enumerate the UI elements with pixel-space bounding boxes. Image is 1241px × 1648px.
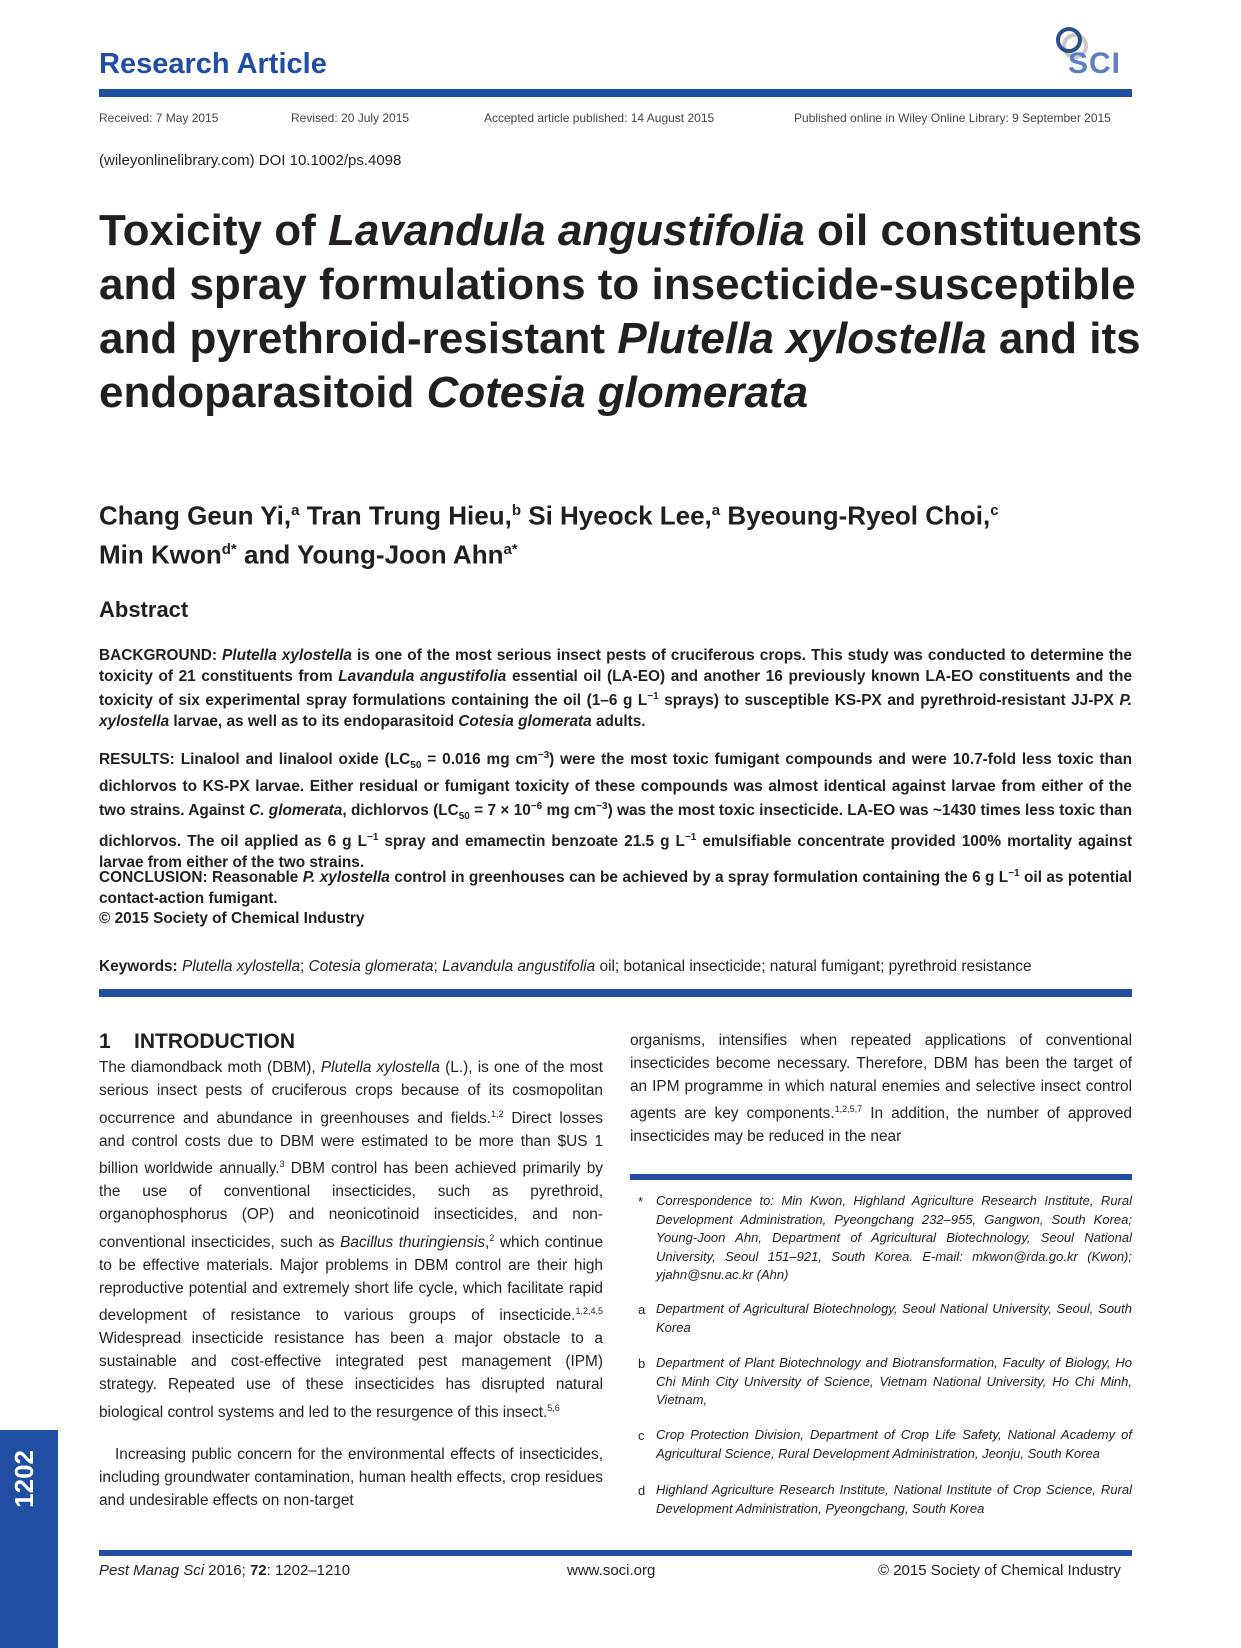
abs-species: P. xylostella: [302, 869, 390, 887]
intro-paragraph-right: [630, 1030, 1132, 1149]
keyword: Cotesia glomerata: [308, 958, 434, 975]
abstract-rule: [99, 989, 1132, 997]
affil-mark: d*: [221, 540, 237, 558]
abs-text: spray and emamectin benzoate 21.5 g L: [378, 833, 685, 851]
abs-text: essential oil (LA-EO) and another 16 previously known LA-EO constituents and the toxicity of six experimental spray formulations containing the oil (1–6 g L: [99, 667, 1132, 710]
affil-mark: b: [511, 502, 522, 519]
title-species: Lavandula angustifolia: [327, 206, 805, 255]
abs-sub: 50: [410, 760, 422, 772]
abs-sub: 50: [458, 811, 470, 823]
keyword: Plutella xylostella: [181, 958, 301, 975]
body-text: Direct losses and control costs due to DBM were estimated to be more than $US 1 billion worldwide annually.: [99, 1109, 603, 1178]
title-part: Toxicity of: [99, 206, 328, 255]
author: Si Hyeock Lee,: [521, 500, 712, 531]
page-number: 1202: [9, 1450, 39, 1508]
abs-text: oil as potential contact-action fumigant.: [99, 869, 1132, 907]
title-part: oil constituents and spray formulations to insecticide-susceptible and pyrethroid-resistant: [99, 206, 1143, 363]
footer-volume: 72: [249, 1562, 267, 1579]
abs-sup: −1: [367, 831, 379, 843]
citation-ref[interactable]: 1,2,4,5: [575, 1306, 603, 1317]
keyword-sep: ;: [433, 958, 443, 975]
header-rule: [99, 89, 1132, 97]
doi-line: (wileyonlinelibrary.com) DOI 10.1002/ps.4098: [99, 152, 402, 169]
footnote-mark: c: [638, 1428, 645, 1443]
footer-copyright: © 2015 Society of Chemical Industry: [878, 1562, 1121, 1579]
abs-sup: −1: [684, 831, 697, 843]
body-text: The diamondback moth (DBM),: [99, 1059, 321, 1076]
abstract-heading: Abstract: [99, 597, 189, 622]
abs-text: ) were the most toxic fumigant compounds and were 10.7-fold less toxic than dichlorvos to KS-PX larvae. Either residual or fumigant toxicity of these compounds was almost identical against larvae from either of the two strains. Against: [99, 751, 1132, 820]
journal-section-label: Research Article: [99, 48, 327, 80]
revised-date: Revised: 20 July 2015: [291, 111, 410, 125]
received-date: Received: 7 May 2015: [99, 111, 219, 125]
author: Min Kwon: [99, 539, 222, 570]
correspondence-footnote: Correspondence to: Min Kwon, Highland Agriculture Research Institute, Rural Development Administration, Pyeongchang 232–955, Gangwon, South Korea; Young-Joon Ahn, Department of Agricultural Biotechnology, Seoul National University, Seoul 151–921, South Korea. E-mail: mkwon@rda.go.kr (Kwon); yjahn@snu.ac.kr (Ahn): [656, 1193, 1132, 1283]
body-text: In addition, the number of approved insecticides may be reduced in the near: [630, 1105, 1132, 1146]
species-name: Plutella xylostella: [320, 1059, 440, 1076]
footer-journal: Pest Manag Sci: [99, 1562, 205, 1579]
abs-text: adults.: [591, 712, 646, 730]
keywords-line: [99, 958, 1149, 976]
citation-ref[interactable]: 5,6: [547, 1402, 560, 1413]
citation-ref[interactable]: 3: [279, 1159, 285, 1170]
footnote-mark: b: [638, 1356, 646, 1371]
citation-ref[interactable]: 2: [489, 1232, 495, 1243]
abs-sup: −3: [537, 750, 550, 761]
citation-ref[interactable]: 1,2: [490, 1108, 504, 1119]
abs-sup: −6: [530, 801, 543, 813]
article-title: [99, 204, 1149, 420]
footer-rule: [99, 1550, 1132, 1556]
title-species: Cotesia glomerata: [426, 368, 809, 417]
published-date: Published online in Wiley Online Library: 9 September 2015: [794, 111, 1111, 125]
affil-mark: a: [711, 502, 721, 519]
title-part: and its endoparasitoid: [99, 314, 1141, 417]
abstract-results: [99, 746, 1132, 873]
abs-text: mg cm: [542, 802, 597, 820]
keywords-label: Keywords:: [99, 958, 178, 975]
footer-website-link[interactable]: www.soci.org: [567, 1562, 656, 1579]
abs-species: Lavandula angustifolia: [338, 667, 507, 685]
affiliation-c: Crop Protection Division, Department of Crop Life Safety, National Academy of Agricultural Science, Rural Development Administration, Jeonju, South Korea: [656, 1427, 1132, 1461]
body-text: Widespread insecticide resistance has been a major obstacle to a sustainable and cost-effective integrated pest management (IPM) strategy. Repeated use of these insecticides has disrupted natural biological control systems and led to the resurgence of this insect.: [99, 1330, 603, 1421]
author: and Young-Joon Ahn: [236, 539, 504, 570]
abs-text: is one of the most serious insect pests of cruciferous crops. This study was conducted to determine the toxicity of 21 constituents from: [99, 647, 1132, 685]
body-text: which continue to be effective materials. Major problems in DBM control are their high reproductive potential and extremely short life cycle, which facilitate rapid development of resistance to various groups of insecticide.: [99, 1233, 603, 1325]
abs-text: emulsifiable concentrate provided 100% mortality against larvae from either of the two strains.: [99, 833, 1133, 871]
abs-sup: −1: [1008, 868, 1020, 879]
intro-paragraph-2: Increasing public concern for the environmental effects of insecticides, including groundwater contamination, human health effects, crop residues and undesirable effects on non-target: [99, 1446, 603, 1509]
body-text: ,: [485, 1233, 490, 1251]
footer-pages: : 1202–1210: [266, 1562, 351, 1579]
footer-citation: [99, 1562, 350, 1579]
abs-sup: −3: [596, 801, 608, 813]
abs-text: ) was the most toxic insecticide. LA-EO was ~1430 times less toxic than dichlorvos. The oil applied as 6 g L: [99, 802, 1132, 851]
footnote-mark: d: [638, 1483, 646, 1498]
abs-text: = 7 × 10: [469, 802, 531, 820]
abs-text: = 0.016 mg cm: [421, 751, 538, 769]
footnote-mark: *: [638, 1194, 644, 1209]
body-text: organisms, intensifies when repeated applications of conventional insecticides become necessary. Therefore, DBM has been the target of an IPM programme in which natural enemies and selective insect control agents are key components.: [630, 1032, 1132, 1123]
citation-ref[interactable]: 1,2,5,7: [834, 1104, 863, 1115]
footnote-mark: a: [638, 1302, 646, 1317]
abs-text: larvae, as well as to its endoparasitoid: [169, 712, 459, 730]
footnote-rule: [630, 1174, 1132, 1180]
abs-species: Cotesia glomerata: [458, 712, 592, 730]
affiliation-b: Department of Plant Biotechnology and Biotransformation, Faculty of Biology, Ho Chi Minh City University of Science, Vietnam National University, Ho Chi Minh, Vietnam,: [656, 1355, 1132, 1408]
abstract-copyright: © 2015 Society of Chemical Industry: [99, 910, 365, 928]
body-text: DBM control has been achieved primarily by the use of conventional insecticides, such as pyrethroid, organophosphorus (OP) and neonicotinoid insecticides, and non-conventional insecticides, such as: [99, 1160, 603, 1251]
abs-text: , dichlorvos (LC: [342, 802, 459, 820]
section-heading: 1 INTRODUCTION: [99, 1030, 296, 1053]
abs-text: BACKGROUND:: [99, 647, 223, 664]
affil-mark: a: [291, 502, 300, 519]
abs-text: CONCLUSION: Reasonable: [99, 869, 303, 887]
author: Chang Geun Yi,: [99, 500, 292, 531]
abs-species: C. glomerata: [249, 802, 343, 820]
abstract-background: [99, 646, 1132, 732]
abs-species: Plutella xylostella: [222, 647, 352, 664]
abstract-conclusion: [99, 864, 1132, 930]
sci-logo: [1056, 27, 1134, 85]
page-number-tab: [0, 1430, 58, 1648]
abs-text: control in greenhouses can be achieved by a spray formulation containing the 6 g L: [389, 869, 1009, 887]
keyword-rest: oil; botanical insecticide; natural fumigant; pyrethroid resistance: [595, 958, 1032, 975]
keyword: Lavandula angustifolia: [442, 958, 596, 975]
abs-text: sprays) to susceptible KS-PX and pyrethroid-resistant JJ-PX: [658, 692, 1120, 710]
accepted-date: Accepted article published: 14 August 2015: [484, 111, 715, 125]
body-text: (L.), is one of the most serious insect pests of cruciferous crops because of its cosmopolitan occurrence and abundance in greenhouses and fields.: [99, 1059, 603, 1127]
species-name: Bacillus thuringiensis: [340, 1233, 486, 1251]
affil-mark: a*: [503, 540, 518, 558]
affiliation-a: Department of Agricultural Biotechnology, Seoul National University, Seoul, South Korea: [656, 1301, 1132, 1335]
footer-year: 2016;: [204, 1562, 250, 1579]
abs-sup: −1: [647, 691, 659, 702]
affiliation-d: Highland Agriculture Research Institute, National Institute of Crop Science, Rural Development Administration, Pyeongchang, South Korea: [656, 1482, 1132, 1516]
keyword-sep: ;: [300, 958, 309, 975]
title-species: Plutella xylostella: [617, 314, 987, 363]
author-list: [99, 494, 1149, 571]
intro-paragraph-1: [99, 1057, 603, 1425]
abs-species: P. xylostella: [99, 692, 1132, 730]
affil-mark: c: [990, 502, 999, 519]
logo-text: SCI: [1068, 47, 1122, 80]
author: Byeoung-Ryeol Choi,: [720, 500, 991, 531]
abs-text: RESULTS: Linalool and linalool oxide (LC: [99, 751, 411, 769]
author: Tran Trung Hieu,: [299, 500, 512, 531]
